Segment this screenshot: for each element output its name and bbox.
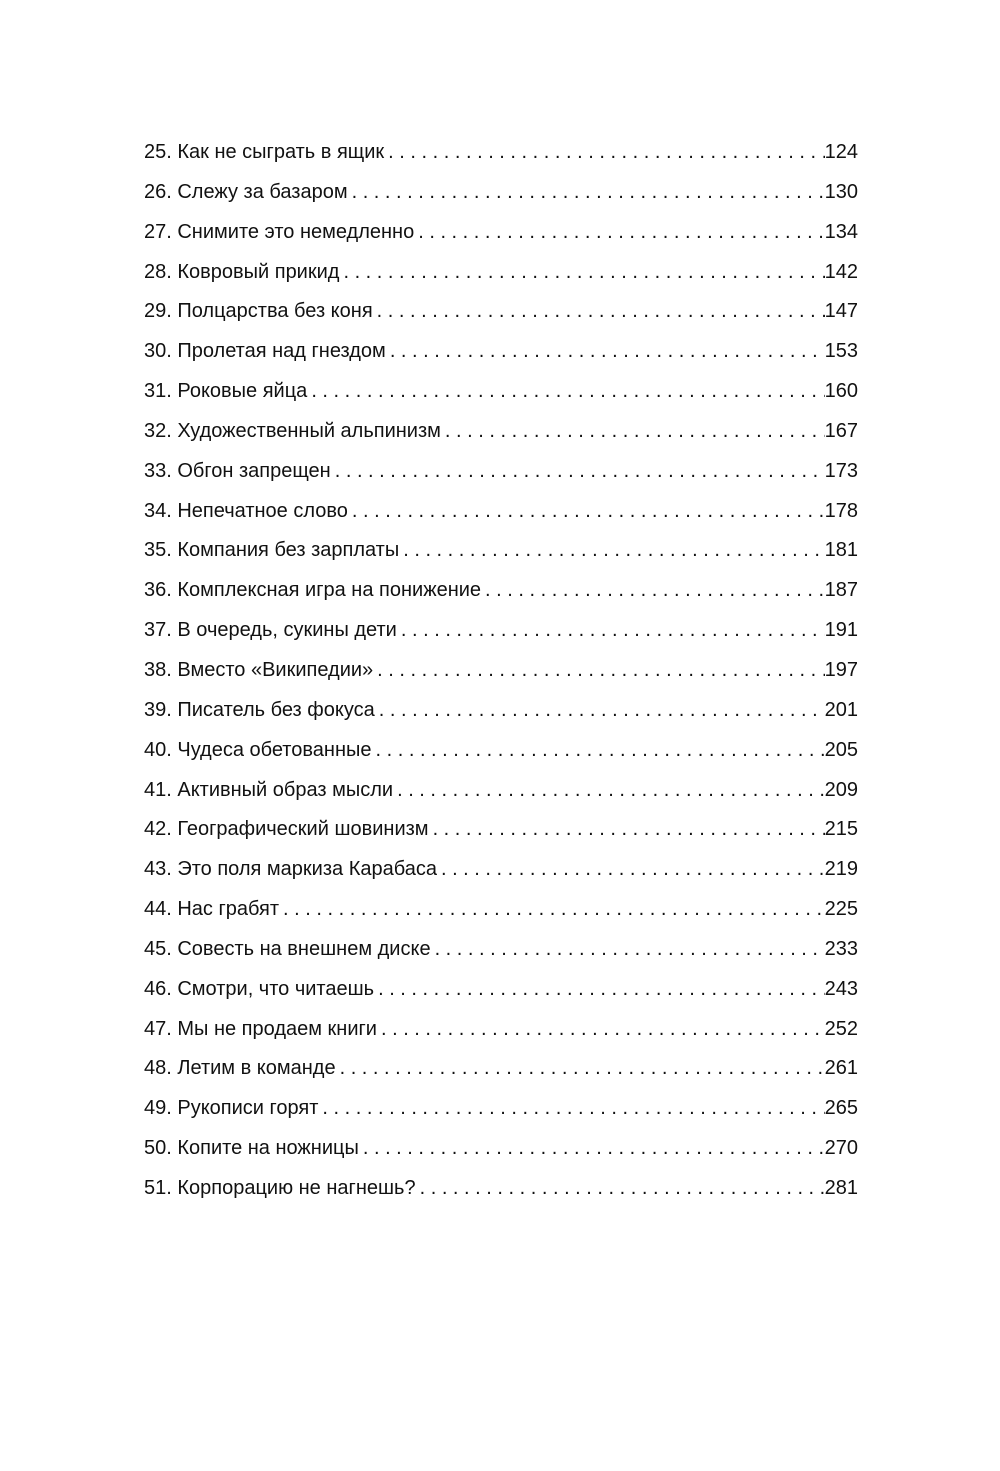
- toc-page-number: 187: [824, 579, 858, 602]
- toc-dot-leader: [381, 1010, 825, 1050]
- toc-dot-leader: [283, 890, 825, 930]
- toc-page-number: 160: [824, 380, 858, 403]
- toc-entry-title: 26. Слежу за базаром: [144, 180, 348, 203]
- toc-page-number: 147: [824, 300, 858, 323]
- toc-dot-leader: [390, 332, 825, 372]
- toc-page-number: 281: [824, 1176, 858, 1199]
- toc-entry: [144, 292, 858, 332]
- toc-dot-leader: [340, 1049, 825, 1089]
- toc-dot-leader: [377, 651, 824, 691]
- toc-page-number: 130: [824, 180, 858, 203]
- toc-dot-leader: [403, 531, 824, 571]
- toc-entry: [144, 1049, 858, 1089]
- toc-dot-leader: [485, 571, 825, 611]
- toc-page-number: 233: [824, 937, 858, 960]
- toc-dot-leader: [352, 173, 825, 213]
- toc-entry: [144, 531, 858, 571]
- toc-page-number: 167: [824, 419, 858, 442]
- toc-entry-title: 49. Рукописи горят: [144, 1097, 319, 1120]
- toc-entry-title: 41. Активный образ мысли: [144, 778, 394, 801]
- toc-page-number: 201: [824, 698, 858, 721]
- toc-entry-title: 32. Художественный альпинизм: [144, 419, 441, 442]
- toc-entry: [144, 611, 858, 651]
- toc-page-number: 209: [824, 778, 858, 801]
- toc-dot-leader: [441, 850, 825, 890]
- toc-dot-leader: [445, 412, 825, 452]
- toc-entry-title: 29. Полцарства без коня: [144, 300, 373, 323]
- toc-dot-leader: [433, 810, 825, 850]
- toc-entry-title: 31. Роковые яйца: [144, 380, 308, 403]
- toc-entry: [144, 1089, 858, 1129]
- toc-page-number: 197: [824, 658, 858, 681]
- toc-entry-title: 47. Мы не продаем книги: [144, 1017, 377, 1040]
- toc-entry: [144, 890, 858, 930]
- toc-entry: [144, 372, 858, 412]
- toc-entry: [144, 253, 858, 293]
- toc-page-number: 134: [824, 220, 858, 243]
- toc-dot-leader: [378, 970, 825, 1010]
- toc-page-number: 191: [824, 619, 858, 642]
- toc-page-number: 252: [824, 1017, 858, 1040]
- toc-dot-leader: [435, 930, 825, 970]
- toc-page-number: 215: [824, 818, 858, 841]
- toc-entry-title: 51. Корпорацию не нагнешь?: [144, 1176, 416, 1199]
- toc-dot-leader: [322, 1089, 824, 1129]
- toc-dot-leader: [343, 253, 824, 293]
- toc-entry-title: 40. Чудеса обетованные: [144, 738, 372, 761]
- toc-page-number: 243: [824, 977, 858, 1000]
- toc-dot-leader: [401, 611, 825, 651]
- toc-page-number: 261: [824, 1057, 858, 1080]
- toc-entry-title: 50. Копите на ножницы: [144, 1137, 359, 1160]
- toc-dot-leader: [397, 771, 825, 811]
- toc-entry-title: 37. В очередь, сукины дети: [144, 619, 397, 642]
- toc-entry-title: 39. Писатель без фокуса: [144, 698, 375, 721]
- toc-entry: [144, 651, 858, 691]
- toc-entry: [144, 810, 858, 850]
- toc-dot-leader: [418, 213, 824, 253]
- toc-dot-leader: [311, 372, 824, 412]
- toc-entry: [144, 850, 858, 890]
- toc-dot-leader: [379, 691, 825, 731]
- toc-entry-title: 34. Непечатное слово: [144, 499, 348, 522]
- toc-page-number: 142: [824, 260, 858, 283]
- toc-entry-title: 38. Вместо «Википедии»: [144, 658, 374, 681]
- toc-entry-title: 46. Смотри, что читаешь: [144, 977, 375, 1000]
- toc-entry-title: 45. Совесть на внешнем диске: [144, 937, 431, 960]
- toc-entry: [144, 930, 858, 970]
- toc-dot-leader: [377, 292, 825, 332]
- toc-entry: [144, 571, 858, 611]
- toc-page-number: 225: [824, 898, 858, 921]
- toc-entry-title: 36. Комплексная игра на понижение: [144, 579, 482, 602]
- toc-page-number: 153: [824, 340, 858, 363]
- toc-entry-title: 44. Нас грабят: [144, 898, 280, 921]
- toc-entry-title: 25. Как не сыграть в ящик: [144, 141, 385, 163]
- toc-entry-title: 28. Ковровый прикид: [144, 260, 340, 283]
- toc-entry-title: 35. Компания без зарплаты: [144, 539, 400, 562]
- toc-entry: [144, 1129, 858, 1169]
- toc-entry: [144, 492, 858, 532]
- toc-dot-leader: [375, 731, 824, 771]
- toc-entry: [144, 771, 858, 811]
- toc-entry-title: 33. Обгон запрещен: [144, 459, 331, 482]
- toc-page-number: 124: [824, 141, 858, 163]
- toc-page-number: 219: [824, 858, 858, 881]
- toc-entry: [144, 1169, 858, 1209]
- toc-dot-leader: [335, 452, 825, 492]
- toc-entry: [144, 173, 858, 213]
- table-of-contents: [144, 133, 858, 1209]
- toc-dot-leader: [420, 1169, 825, 1209]
- toc-entry: [144, 452, 858, 492]
- toc-page-number: 173: [824, 459, 858, 482]
- toc-entry-title: 43. Это поля маркиза Карабаса: [144, 858, 437, 881]
- toc-entry: [144, 1010, 858, 1050]
- toc-page-number: 270: [824, 1137, 858, 1160]
- toc-dot-leader: [388, 133, 824, 173]
- toc-entry: [144, 970, 858, 1010]
- toc-page-number: 178: [824, 499, 858, 522]
- toc-page-number: 265: [824, 1097, 858, 1120]
- toc-entry-title: 27. Снимите это немедленно: [144, 220, 415, 243]
- toc-entry-title: 48. Летим в команде: [144, 1057, 336, 1080]
- toc-entry: [144, 133, 858, 173]
- toc-dot-leader: [352, 492, 825, 532]
- toc-entry: [144, 691, 858, 731]
- toc-page-number: 181: [824, 539, 858, 562]
- toc-entry-title: 42. Географический шовинизм: [144, 818, 429, 841]
- toc-entry: [144, 412, 858, 452]
- toc-dot-leader: [363, 1129, 825, 1169]
- toc-entry-title: 30. Пролетая над гнездом: [144, 340, 386, 363]
- toc-entry: [144, 731, 858, 771]
- toc-page-number: 205: [824, 738, 858, 761]
- toc-entry: [144, 332, 858, 372]
- toc-entry: [144, 213, 858, 253]
